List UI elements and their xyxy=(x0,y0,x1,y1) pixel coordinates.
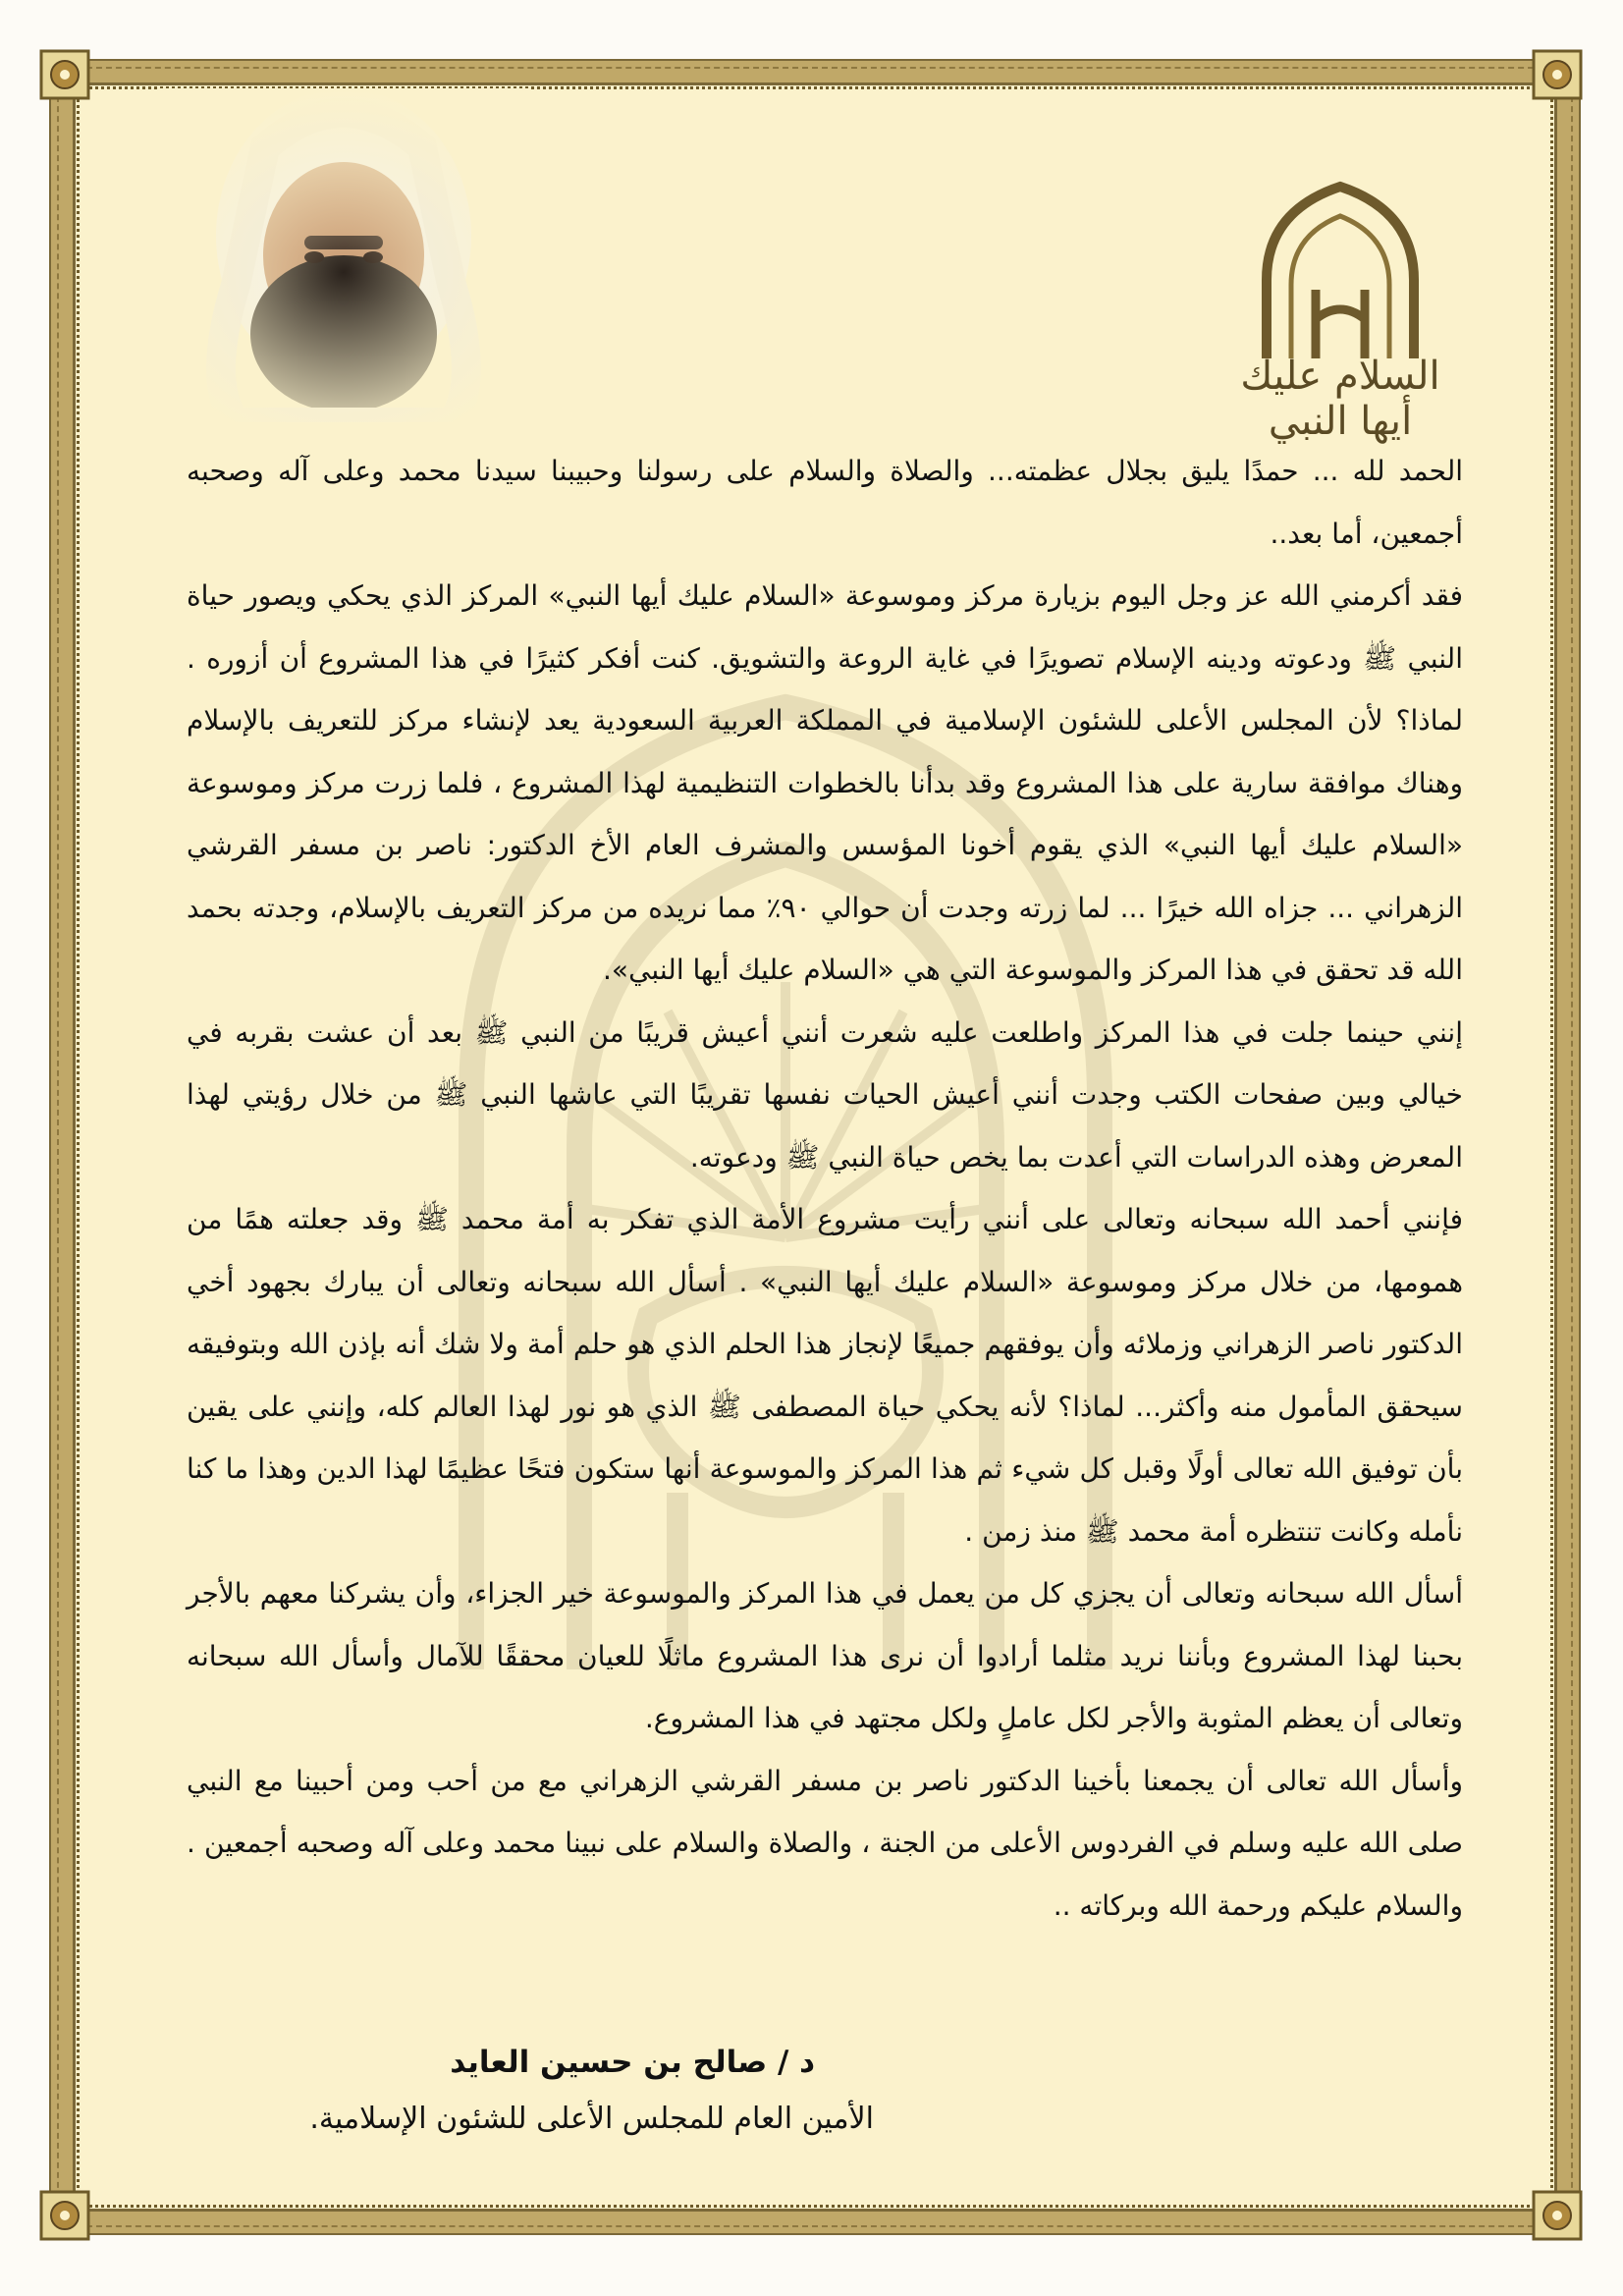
letter-paragraph: فقد أكرمني الله عز وجل اليوم بزيارة مركز وموسوعة «السلام عليك أيها النبي» المركز الذي يحكي ويصور حياة النبي ﷺ ودعوته ودينه الإسلام تصويرًا في غاية الروعة والتشويق. كنت أفكر كثيرًا في هذا المشروع أن أزوره . لماذا؟ لأن المجلس الأعلى للشئون الإسلامية في المملكة العربية السعودية يعد لإنشاء مركز للتعريف بالإسلام وهناك موافقة سارية على هذا المشروع وقد بدأنا بالخطوات التنظيمية لهذا المشروع ، فلما زرت مركز وموسوعة «السلام عليك أيها النبي» الذي يقوم أخونا المؤسس والمشرف العام الأخ الدكتور: ناصر بن مسفر القرشي الزهراني ... جزاه الله خيرًا ... لما زرته وجدت أن حوالي ٩٠٪ مما نريده من مركز التعريف بالإسلام، وجدته بحمد الله قد تحقق في هذا المركز والموسوعة التي هي «السلام عليك أيها النبي». xyxy=(187,579,1463,986)
logo-caption: السلام عليك أيها النبي xyxy=(1240,354,1440,444)
corner-ornament-icon xyxy=(1528,2186,1587,2245)
letter-paragraph: أسأل الله سبحانه وتعالى أن يجزي كل من يعمل في هذا المركز والموسوعة خير الجزاء، وأن يشركنا معهم بالأجر بحبنا لهذا المشروع وبأننا نريد مثلما أرادوا أن نرى هذا المشروع ماثلًا للعيان محققًا للآمال وأسأل الله سبحانه وتعالى أن يعظم المثوبة والأجر لكل عاملٍ ولكل مجتهد في هذا المشروع. xyxy=(187,1577,1463,1734)
letter-paragraph: الحمد لله ... حمدًا يليق بجلال عظمته... والصلاة والسلام على رسولنا وحبيبنا سيدنا محمد وعلى آله وصحبه أجمعين، أما بعد.. xyxy=(187,455,1463,550)
letter-paragraph: إنني حينما جلت في هذا المركز واطلعت عليه شعرت أنني أعيش قريبًا من النبي ﷺ بعد أن عشت بقربه في خيالي وبين صفحات الكتب وجدت أنني أعيش الحيات نفسها تقريبًا التي عاشها النبي ﷺ من خلال رؤيتي لهذا المعرض وهذه الدراسات التي أعدت بما يخص حياة النبي ﷺ ودعوته. xyxy=(187,1015,1463,1174)
corner-ornament-icon xyxy=(35,2186,94,2245)
signatory-name: د / صالح بن حسين العايد xyxy=(450,2045,815,2080)
corner-ornament-icon xyxy=(1528,45,1587,104)
signature-block xyxy=(245,2033,874,2147)
signatory-title: الأمين العام للمجلس الأعلى للشئون الإسلامية. xyxy=(309,2102,874,2136)
letter-paragraph: فإنني أحمد الله سبحانه وتعالى على أنني رأيت مشروع الأمة الذي تفكر به أمة محمد ﷺ وقد جعلته همًا من همومها، من خلال مركز وموسوعة «السلام عليك أيها النبي» . أسأل الله سبحانه وتعالى أن يبارك بجهود أخي الدكتور ناصر الزهراني وزملائه وأن يوفقهم جميعًا لإنجاز هذا الحلم الذي هو حلم أمة ولا شك أنه بإذن الله وبتوفيقه سيحقق المأمول منه وأكثر... لماذا؟ لأنه يحكي حياة المصطفى ﷺ الذي هو نور لهذا العالم كله، وإنني على يقين بأن توفيق الله تعالى أولًا وقبل كل شيء ثم هذا المركز والموسوعة أنها ستكون فتحًا عظيمًا لهذا الدين وهذا ما كنا نأمله وكانت تنتظره أمة محمد ﷺ منذ زمن . xyxy=(187,1203,1463,1548)
letter-body xyxy=(187,440,1463,1937)
letter-paragraph: وأسأل الله تعالى أن يجمعنا بأخينا الدكتور ناصر بن مسفر القرشي الزهراني مع من أحب ومن أحبينا مع النبي صلى الله عليه وسلم في الفردوس الأعلى من الجنة ، والصلاة والسلام على نبينا محمد وعلى آله وصحبه أجمعين . والسلام عليكم ورحمة الله وبركاته .. xyxy=(187,1764,1463,1922)
portrait-photo xyxy=(157,88,530,422)
corner-ornament-icon xyxy=(35,45,94,104)
